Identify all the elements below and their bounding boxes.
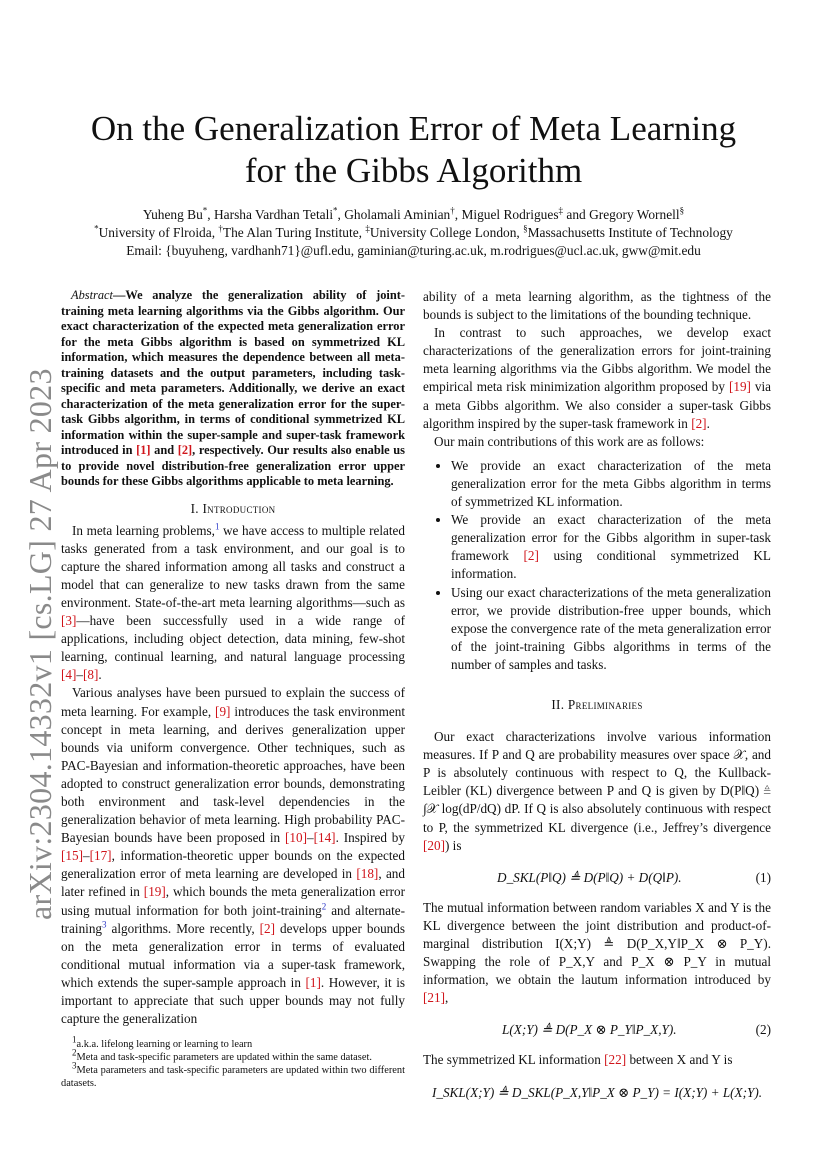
text: ) is — [444, 837, 462, 853]
text: we have access to multiple related tasks generated from a task environment, and our goal is to capture the shared information among all tasks and construct a model that can generalize to new tasks drawn from the same environment. State-of-the-art meta learning algorithms—such as — [61, 522, 405, 610]
abstract-text: , respectively. Our results also enable us to provide novel distribution-free generalization error upper bounds for these Gibbs algorithms applicable to meta learning. — [61, 443, 405, 488]
footnote — [61, 1034, 405, 1051]
footnote-text: a.k.a. lifelong learning or learning to learn — [76, 1039, 253, 1051]
right-column — [423, 288, 771, 1114]
text: In contrast to such approaches, we develop exact characterizations of the generalization errors for joint-training meta learning algorithms via the Gibbs algorithm. We model the empirical meta risk minimization algorithm proposed by — [423, 325, 771, 395]
equation-number: (2) — [755, 1022, 771, 1038]
citation-link[interactable]: [20] — [423, 837, 445, 853]
footnote-link[interactable]: 2 — [321, 901, 327, 912]
abstract-label: Abstract — [71, 288, 113, 302]
text: using conditional symmetrized KL information. — [451, 548, 771, 582]
equation-3 — [423, 1084, 771, 1102]
author-name: Harsha Vardhan Tetali — [214, 207, 334, 222]
equation-body: D_SKL(P‖Q) ≜ D(P‖Q) + D(Q‖P). — [497, 869, 682, 885]
author-mark: * — [202, 205, 208, 216]
citation-link[interactable]: [1] — [136, 443, 151, 457]
contributions-list — [423, 457, 771, 674]
text: , and later refined in — [61, 866, 405, 900]
prelim-paragraph — [423, 899, 771, 1008]
text: develops upper bounds on the meta generalization error in terms of evaluated conditional mutual information via a super-task framework, which extends the super-sample approach in — [61, 920, 405, 990]
contribution-item — [451, 584, 771, 674]
footnote-link[interactable]: 1 — [214, 521, 220, 532]
section-heading-preliminaries: II. Preliminaries — [551, 696, 643, 712]
footnote-number: 1 — [72, 1034, 77, 1045]
citation-link[interactable]: [8] — [82, 667, 99, 683]
intro-paragraph: Our main contributions of this work are as follows: — [434, 433, 705, 449]
citation-link[interactable]: [9] — [215, 703, 231, 719]
footnote-text: Meta parameters and task-specific parameters are updated within two different datasets. — [61, 1065, 405, 1090]
affiliation-mark: * — [94, 223, 99, 234]
citation-link[interactable]: [19] — [143, 884, 166, 900]
affiliation-mark: † — [218, 223, 223, 234]
footnote-text: Meta and task-specific parameters are updated within the same dataset. — [76, 1052, 372, 1064]
author-mark: § — [679, 205, 685, 216]
abstract — [61, 288, 405, 490]
title-line-1: On the Generalization Error of Meta Learning — [90, 109, 737, 148]
prelim-paragraph — [423, 1051, 771, 1069]
citation-link[interactable]: [14] — [313, 830, 336, 846]
author-list: Yuheng Bu*, Harsha Vardhan Tetali*, Gholamali Aminian†, Miguel Rodrigues‡ and Gregory Wornell§ — [142, 205, 685, 222]
equation-1 — [423, 869, 771, 887]
text: , — [444, 990, 449, 1006]
footnotes — [61, 1034, 405, 1090]
text: . However, it is important to appreciate that such upper bounds may not fully capture the generalization — [61, 974, 405, 1027]
author-name: Miguel Rodrigues — [461, 207, 559, 222]
text: Our exact characterizations involve various information measures. If P and Q are probability measures over space 𝒳, and P is absolutely continuous with respect to Q, the Kullback-Leibler (KL) divergence between P and Q is given by D(P‖Q) ≜ ∫𝒳 log(dP/dQ) dP. If Q is also absolutely continuous with respect to P, the symmetrized KL divergence (i.e., Jeffrey’s divergence — [423, 729, 771, 835]
contribution-item — [451, 511, 771, 583]
left-column — [61, 288, 405, 1090]
intro-paragraph — [423, 324, 771, 433]
footnote-number: 3 — [72, 1060, 77, 1071]
prelim-paragraph — [423, 728, 771, 855]
citation-link[interactable]: [18] — [356, 866, 379, 882]
affiliation-mark: § — [523, 223, 528, 234]
affiliation: University College London — [369, 225, 517, 240]
citation-link[interactable]: [19] — [728, 379, 751, 395]
text: – — [76, 667, 83, 683]
footnote — [61, 1060, 405, 1090]
citation-link[interactable]: [17] — [89, 848, 112, 864]
email-line: Email: {buyuheng, vardhanh71}@ufl.edu, gaminian@turing.ac.uk, m.rodrigues@ucl.ac.uk, gww@mit.edu — [126, 243, 701, 258]
affiliation-list: *University of Flroida, †The Alan Turing Institute, ‡University College London, §Massachusetts Institute of Technology — [94, 223, 733, 240]
author-name: Gregory Wornell — [589, 207, 680, 222]
equation-body: L(X;Y) ≜ D(P_X ⊗ P_Y‖P_X,Y). — [502, 1022, 677, 1038]
affiliation: The Alan Turing Institute — [222, 225, 359, 240]
citation-link[interactable]: [10] — [285, 830, 307, 846]
abstract-text: —We analyze the generalization ability of joint-training meta learning algorithms via the Gibbs algorithm. Our exact characterization of the expected meta generalization error for the meta Gibbs algorithm is based on symmetrized KL information, which measures the dependence between all meta-training datasets and the output parameters, including task-specific and meta parameters. Additionally, we derive an exact characterization of the meta generalization error for the super-task Gibbs algorithm, in terms of conditional symmetrized KL information within the super-sample and super-task framework introduced in — [61, 288, 405, 457]
footnote-number: 2 — [72, 1047, 77, 1058]
text: , information-theoretic upper bounds on the expected generalization error of meta learning are developed in — [61, 848, 405, 882]
intro-paragraph-continued: ability of a meta learning algorithm, as the tightness of the bounds is subject to the limitations of the bounding technique. — [423, 289, 771, 323]
intro-paragraph — [61, 522, 405, 685]
text: Using our exact characterizations of the meta generalization error, we provide distribution-free upper bounds, which expose the convergence rate of the meta generalization error of the joint-training Gibbs algorithms in terms of the number of samples and tasks. — [451, 584, 771, 672]
text: and alternate-training — [61, 902, 405, 936]
citation-link[interactable]: [2] — [259, 920, 276, 936]
arxiv-identifier-sidebar: arXiv:2304.14332v1 [cs.LG] 27 Apr 2023 — [22, 368, 58, 920]
author-block — [0, 206, 827, 260]
citation-link[interactable]: [22] — [604, 1052, 627, 1068]
equation-number: (1) — [755, 869, 771, 885]
affiliation-mark: ‡ — [365, 223, 370, 234]
text: —have been successfully used in a wide range of applications, including object detection, data mining, few-shot learning, continual learning, and natural language processing — [61, 613, 405, 665]
affiliation: Massachusetts Institute of Technology — [527, 225, 733, 240]
text: – — [306, 830, 314, 846]
citation-link[interactable]: [2] — [691, 415, 707, 431]
citation-link[interactable]: [4] — [61, 667, 77, 683]
intro-paragraph — [61, 684, 405, 1028]
text: In meta learning problems, — [72, 522, 215, 538]
text: introduces the task environment concept in meta learning, and derives generalization upper bounds via uniform convergence. Other techniques, such as PAC-Bayesian and information-theoretic approaches, have been adopted to construct generalization error bounds, demonstrating both environment and task-level dependencies in the generalization behavior of meta learning. High probability PAC-Bayesian bounds have been proposed in — [61, 703, 405, 846]
abstract-text: and — [150, 443, 178, 457]
affiliation: University of Flroida — [98, 225, 212, 240]
text: between X and Y is — [626, 1052, 733, 1068]
author-mark: † — [450, 205, 455, 216]
text: . Inspired by — [335, 830, 405, 846]
paper-title — [0, 108, 827, 192]
citation-link[interactable]: [21] — [423, 990, 445, 1006]
author-mark: ‡ — [558, 205, 564, 216]
text: We provide an exact characterization of the meta generalization error for the Gibbs algorithm in super-task framework — [451, 512, 771, 564]
author-name: Gholamali Aminian — [344, 207, 451, 222]
text: via a meta Gibbs algorithm. We also consider a super-task Gibbs algorithm inspired by the super-task framework in — [423, 379, 771, 431]
text: – — [82, 848, 90, 864]
text: The mutual information between random variables X and Y is the KL divergence between the joint distribution and product-of-marginal distribution I(X;Y) ≜ D(P_X,Y‖P_X ⊗ P_Y). Swapping the role of P_X,Y and P_X ⊗ P_Y in mutual information, we obtain the lautum information introduced by — [423, 899, 771, 988]
citation-link[interactable]: [2] — [177, 443, 193, 457]
text: The symmetrized KL information — [423, 1052, 605, 1068]
citation-link[interactable]: [2] — [523, 548, 539, 564]
text: algorithms. More recently, — [106, 920, 260, 936]
text: Various analyses have been pursued to explain the success of meta learning. For example, — [61, 685, 405, 719]
author-name: Yuheng Bu — [142, 207, 203, 222]
text: . — [98, 667, 102, 683]
equation-2 — [423, 1021, 771, 1039]
author-mark: * — [333, 205, 338, 216]
text: , which bounds the meta generalization error using mutual information for both joint-training — [61, 884, 405, 918]
text: . — [706, 415, 710, 431]
citation-link[interactable]: [3] — [61, 613, 77, 629]
title-line-2: for the Gibbs Algorithm — [244, 151, 583, 190]
citation-link[interactable]: [1] — [305, 974, 321, 990]
text: We provide an exact characterization of the meta generalization error for the meta Gibbs algorithm in terms of symmetrized KL information. — [451, 457, 771, 510]
citation-link[interactable]: [15] — [61, 848, 83, 864]
section-heading-introduction: I. Introduction — [190, 500, 276, 516]
contribution-item — [451, 457, 771, 511]
footnote-link[interactable]: 3 — [102, 919, 107, 930]
footnote — [61, 1047, 405, 1064]
equation-body: I_SKL(X;Y) ≜ D_SKL(P_X,Y‖P_X ⊗ P_Y) = I(X;Y) + L(X;Y). — [431, 1084, 763, 1100]
